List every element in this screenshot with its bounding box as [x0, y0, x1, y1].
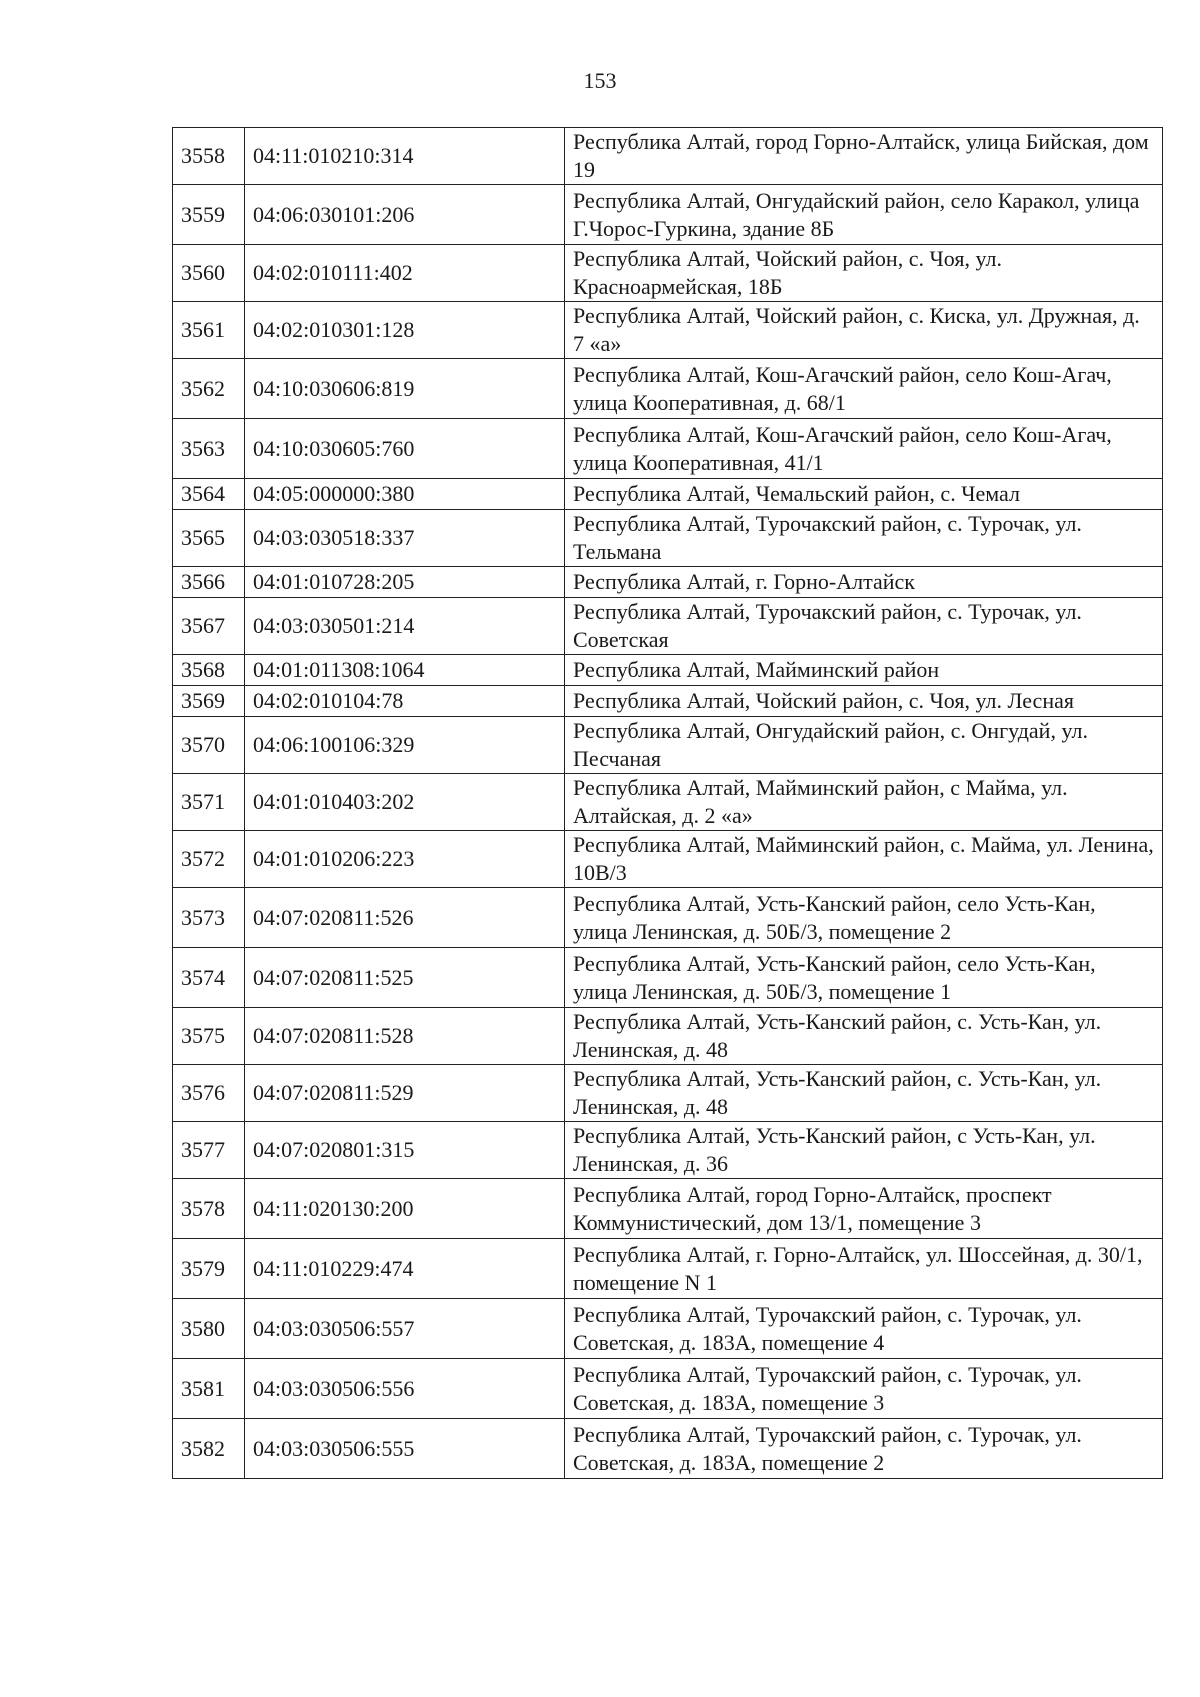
address-cell: Республика Алтай, Турочакский район, с. Турочак, ул. Тельмана	[565, 510, 1163, 567]
row-number-cell: 3558	[173, 128, 245, 185]
address-cell: Республика Алтай, Майминский район, с. Майма, ул. Ленина, 10В/3	[565, 831, 1163, 888]
row-number-cell: 3574	[173, 948, 245, 1008]
address-cell: Республика Алтай, Турочакский район, с. Турочак, ул. Советская, д. 183А, помещение 4	[565, 1299, 1163, 1359]
cadastral-number-cell: 04:11:020130:200	[245, 1179, 565, 1239]
address-cell: Республика Алтай, Усть-Канский район, с Усть-Кан, ул. Ленинская, д. 36	[565, 1122, 1163, 1179]
row-number-cell: 3564	[173, 479, 245, 510]
row-number-cell: 3576	[173, 1065, 245, 1122]
address-cell: Республика Алтай, Чемальский район, с. Чемал	[565, 479, 1163, 510]
address-cell: Республика Алтай, Турочакский район, с. Турочак, ул. Советская, д. 183А, помещение 2	[565, 1419, 1163, 1479]
cadastral-number-cell: 04:03:030506:555	[245, 1419, 565, 1479]
table-row	[173, 302, 1163, 359]
address-cell: Республика Алтай, Майминский район	[565, 655, 1163, 686]
cadastral-number-cell: 04:01:010403:202	[245, 774, 565, 831]
cadastral-number-cell: 04:07:020811:526	[245, 888, 565, 948]
address-cell: Республика Алтай, Чойский район, с. Чоя, ул. Красноармейская, 18Б	[565, 245, 1163, 302]
cadastral-number-cell: 04:03:030506:556	[245, 1359, 565, 1419]
cadastral-number-cell: 04:07:020801:315	[245, 1122, 565, 1179]
address-cell: Республика Алтай, Турочакский район, с. Турочак, ул. Советская	[565, 598, 1163, 655]
address-cell: Республика Алтай, г. Горно-Алтайск, ул. Шоссейная, д. 30/1, помещение N 1	[565, 1239, 1163, 1299]
table-row	[173, 419, 1163, 479]
row-number-cell: 3577	[173, 1122, 245, 1179]
table-row	[173, 185, 1163, 245]
row-number-cell: 3580	[173, 1299, 245, 1359]
address-cell: Республика Алтай, Онгудайский район, село Каракол, улица Г.Чорос-Гуркина, здание 8Б	[565, 185, 1163, 245]
row-number-cell: 3570	[173, 717, 245, 774]
table-row	[173, 686, 1163, 717]
cadastral-number-cell: 04:02:010301:128	[245, 302, 565, 359]
address-cell: Республика Алтай, Усть-Канский район, село Усть-Кан, улица Ленинская, д. 50Б/3, помещение 2	[565, 888, 1163, 948]
cadastral-number-cell: 04:05:000000:380	[245, 479, 565, 510]
cadastral-number-cell: 04:02:010111:402	[245, 245, 565, 302]
cadastral-number-cell: 04:07:020811:529	[245, 1065, 565, 1122]
cadastral-number-cell: 04:03:030501:214	[245, 598, 565, 655]
row-number-cell: 3562	[173, 359, 245, 419]
address-cell: Республика Алтай, Усть-Канский район, с. Усть-Кан, ул. Ленинская, д. 48	[565, 1065, 1163, 1122]
table-row	[173, 774, 1163, 831]
address-cell: Республика Алтай, Чойский район, с. Чоя, ул. Лесная	[565, 686, 1163, 717]
address-cell: Республика Алтай, город Горно-Алтайск, проспект Коммунистический, дом 13/1, помещение 3	[565, 1179, 1163, 1239]
cadastral-number-cell: 04:06:100106:329	[245, 717, 565, 774]
table-row	[173, 717, 1163, 774]
address-cell: Республика Алтай, город Горно-Алтайск, улица Бийская, дом 19	[565, 128, 1163, 185]
table-row	[173, 1419, 1163, 1479]
table-row	[173, 1239, 1163, 1299]
row-number-cell: 3569	[173, 686, 245, 717]
address-cell: Республика Алтай, Майминский район, с Майма, ул. Алтайская, д. 2 «а»	[565, 774, 1163, 831]
row-number-cell: 3561	[173, 302, 245, 359]
row-number-cell: 3565	[173, 510, 245, 567]
cadastral-number-cell: 04:06:030101:206	[245, 185, 565, 245]
row-number-cell: 3560	[173, 245, 245, 302]
cadastral-number-cell: 04:01:010206:223	[245, 831, 565, 888]
cadastral-number-cell: 04:07:020811:525	[245, 948, 565, 1008]
address-cell: Республика Алтай, Кош-Агачский район, село Кош-Агач, улица Кооперативная, д. 68/1	[565, 359, 1163, 419]
cadastral-number-cell: 04:03:030518:337	[245, 510, 565, 567]
row-number-cell: 3575	[173, 1008, 245, 1065]
table-row	[173, 831, 1163, 888]
cadastral-number-cell: 04:02:010104:78	[245, 686, 565, 717]
page-number: 153	[583, 68, 617, 93]
cadastral-number-cell: 04:07:020811:528	[245, 1008, 565, 1065]
table-row	[173, 948, 1163, 1008]
cadastral-number-cell: 04:11:010229:474	[245, 1239, 565, 1299]
cadastral-number-cell: 04:01:010728:205	[245, 567, 565, 598]
address-cell: Республика Алтай, г. Горно-Алтайск	[565, 567, 1163, 598]
table-row	[173, 479, 1163, 510]
row-number-cell: 3571	[173, 774, 245, 831]
table-row	[173, 888, 1163, 948]
address-cell: Республика Алтай, Чойский район, с. Киска, ул. Дружная, д. 7 «а»	[565, 302, 1163, 359]
table-row	[173, 359, 1163, 419]
table-row	[173, 567, 1163, 598]
row-number-cell: 3566	[173, 567, 245, 598]
row-number-cell: 3582	[173, 1419, 245, 1479]
address-cell: Республика Алтай, Усть-Канский район, село Усть-Кан, улица Ленинская, д. 50Б/3, помещение 1	[565, 948, 1163, 1008]
property-registry-table	[172, 127, 1163, 1479]
row-number-cell: 3572	[173, 831, 245, 888]
cadastral-number-cell: 04:10:030606:819	[245, 359, 565, 419]
row-number-cell: 3581	[173, 1359, 245, 1419]
table-row	[173, 1122, 1163, 1179]
table-row	[173, 1065, 1163, 1122]
table-row	[173, 655, 1163, 686]
row-number-cell: 3579	[173, 1239, 245, 1299]
row-number-cell: 3567	[173, 598, 245, 655]
row-number-cell: 3559	[173, 185, 245, 245]
row-number-cell: 3578	[173, 1179, 245, 1239]
table-row	[173, 1359, 1163, 1419]
row-number-cell: 3568	[173, 655, 245, 686]
address-cell: Республика Алтай, Усть-Канский район, с. Усть-Кан, ул. Ленинская, д. 48	[565, 1008, 1163, 1065]
table-row	[173, 245, 1163, 302]
table-row	[173, 510, 1163, 567]
table-row	[173, 598, 1163, 655]
cadastral-number-cell: 04:11:010210:314	[245, 128, 565, 185]
address-cell: Республика Алтай, Кош-Агачский район, село Кош-Агач, улица Кооперативная, 41/1	[565, 419, 1163, 479]
row-number-cell: 3573	[173, 888, 245, 948]
address-cell: Республика Алтай, Онгудайский район, с. Онгудай, ул. Песчаная	[565, 717, 1163, 774]
row-number-cell: 3563	[173, 419, 245, 479]
table-body	[173, 128, 1163, 1479]
cadastral-number-cell: 04:01:011308:1064	[245, 655, 565, 686]
cadastral-number-cell: 04:10:030605:760	[245, 419, 565, 479]
table-row	[173, 1008, 1163, 1065]
cadastral-number-cell: 04:03:030506:557	[245, 1299, 565, 1359]
address-cell: Республика Алтай, Турочакский район, с. Турочак, ул. Советская, д. 183А, помещение 3	[565, 1359, 1163, 1419]
table-row	[173, 1299, 1163, 1359]
table-row	[173, 128, 1163, 185]
table-row	[173, 1179, 1163, 1239]
